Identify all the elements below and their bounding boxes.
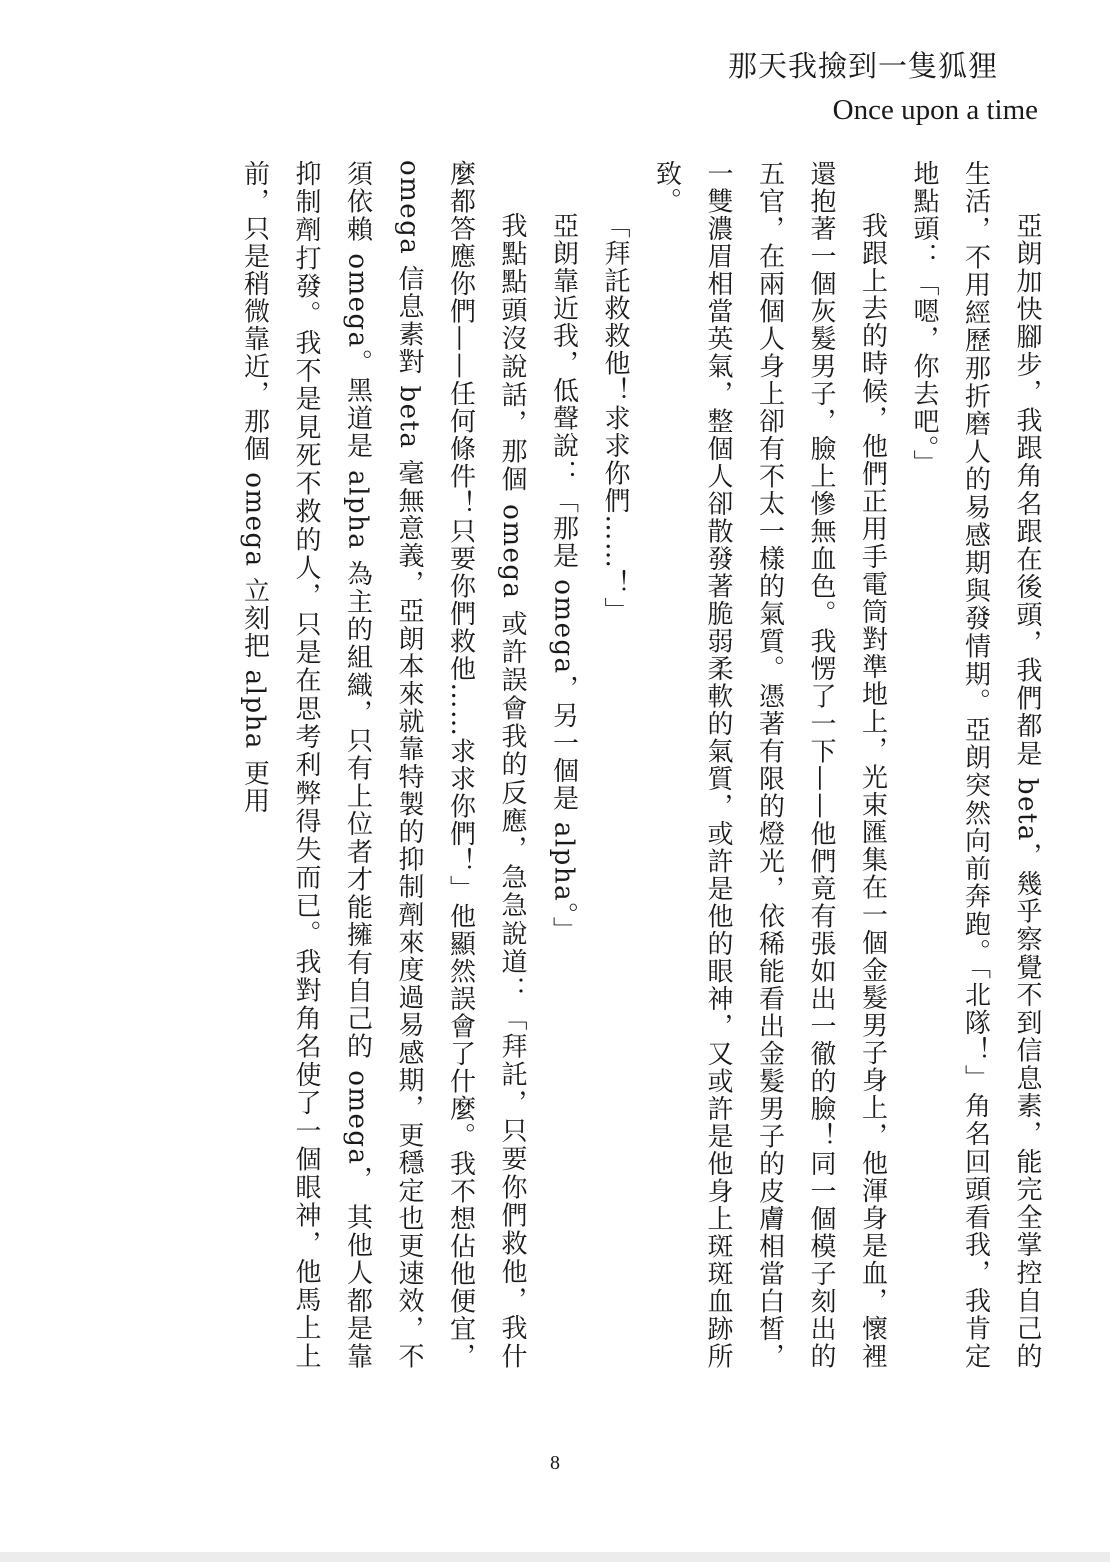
paragraph: 「拜託救救他！求求你們……！」 — [600, 212, 630, 625]
vertical-body-text — [228, 160, 1052, 1370]
paragraph: 亞朗靠近我，低聲說：「那是 omega，另一個是 alpha。」 — [548, 212, 579, 945]
series-title: Once upon a time — [832, 94, 1038, 126]
book-title: 那天我撿到一隻狐狸 — [727, 49, 998, 83]
paragraph: 我點點頭沒說話，那個 omega 或許誤會我的反應，急急說道：「拜託，只要你們救他，我什麼都答應你們——任何條件！只要你們救他……求求你們！」他顯然誤會了什麼。我不想佔他便宜，omega 信息素對 beta 毫無意義，亞朗本來就靠特製的抑制劑來度過易感期，更穩定也更速效，不須依賴 omega。黑道是 alpha 為主的組織，只有上位者才能擁有自己的 omega， 其他人都是靠抑制劑打發。我不是見死不救的人，只是在思考利弊得失而已。我對角名使了一個眼神，他馬上上前，只是稍微靠近，那個 omega 立刻把 alpha 更用 — [239, 160, 527, 1370]
page-number: 8 — [550, 1452, 560, 1474]
paragraph: 亞朗加快腳步，我跟角名跟在後頭，我們都是 beta，幾乎察覺不到信息素，能完全掌控自己的生活，不用經歷那折磨人的易感期與發情期。亞朗突然向前奔跑。「北隊！」角名回頭看我，我肯定地點頭：「嗯，你去吧。」 — [909, 160, 1042, 1370]
running-header — [728, 44, 1038, 132]
page-bottom-edge — [0, 1552, 1110, 1562]
paragraph: 我跟上去的時候，他們正用手電筒對準地上，光束匯集在一個金髮男子身上，他渾身是血，懷裡還抱著一個灰髮男子，臉上慘無血色。我愣了一下——他們竟有張如出一徹的臉！同一個模子刻出的五官，在兩個人身上卻有不太一樣的氣質。憑著有限的燈光，依稀能看出金髮男子的皮膚相當白皙，一雙濃眉相當英氣，整個人卻散發著脆弱柔軟的氣質，或許是他的眼神，又或許是他身上斑斑血跡所致。 — [651, 160, 888, 1370]
